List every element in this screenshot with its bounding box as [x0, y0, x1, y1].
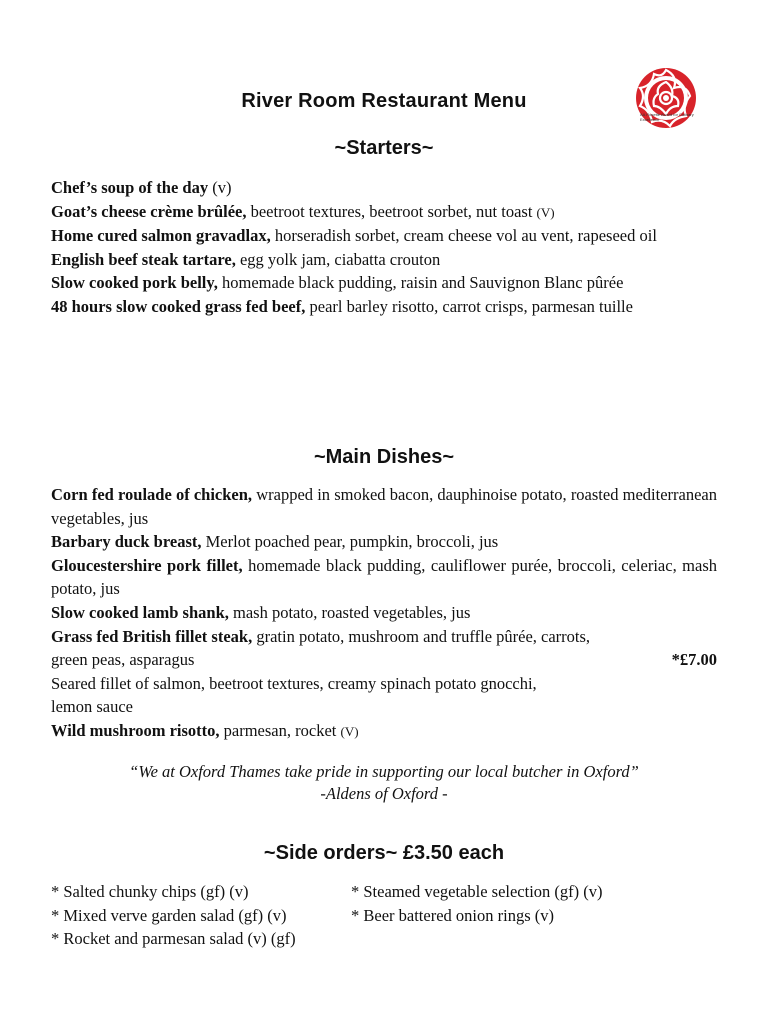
list-item	[51, 295, 717, 319]
dish-line	[51, 625, 717, 649]
list-item	[51, 200, 717, 225]
dish-line	[51, 672, 717, 696]
price-supplement: *£7.00	[671, 650, 717, 670]
side-row	[51, 904, 717, 928]
dish-name: Barbary duck breast,	[51, 532, 202, 552]
list-item	[51, 672, 717, 719]
dish-name: Slow cooked pork belly,	[51, 273, 218, 293]
side-item: * Rocket and parmesan salad (v) (gf)	[51, 929, 296, 948]
dish-description: beetroot textures, beetroot sorbet, nut toast	[246, 201, 537, 221]
dish-description: gratin potato, mushroom and truffle pûrée, carrots,	[252, 626, 591, 646]
side-item: * Salted chunky chips (gf) (v)	[51, 882, 249, 901]
quote-attribution: -Aldens of Oxford -	[320, 784, 448, 803]
dish-description: egg yolk jam, ciabatta crouton	[235, 249, 441, 269]
dish-description: lemon sauce	[51, 697, 134, 717]
list-item	[51, 483, 717, 530]
dish-line	[51, 695, 717, 719]
dish-description: beetroot textures, creamy spinach potato gnocchi,	[204, 673, 537, 693]
side-item: * Mixed verve garden salad (gf) (v)	[51, 905, 287, 925]
side-item: * Beer battered onion rings (v)	[351, 905, 554, 925]
list-item	[51, 176, 717, 200]
dish-name: 48 hours slow cooked grass fed beef,	[51, 296, 306, 316]
dish-name: Wild mushroom risotto,	[51, 720, 220, 740]
list-item	[51, 554, 717, 601]
dish-name: Seared fillet of salmon,	[51, 673, 205, 693]
dish-name: Corn fed roulade of chicken,	[51, 485, 253, 504]
side-item: * Steamed vegetable selection (gf) (v)	[351, 882, 603, 901]
list-item	[51, 601, 717, 625]
dish-name: Goat’s cheese crème brûlée,	[51, 201, 247, 221]
dish-description: Merlot poached pear, pumpkin, broccoli, jus	[201, 532, 499, 552]
dish-name: Home cured salmon gravadlax,	[51, 226, 271, 246]
quote-text: “We at Oxford Thames take pride in supporting our local butcher in Oxford”	[129, 762, 639, 781]
starters-list	[51, 176, 717, 319]
list-item	[51, 719, 717, 744]
dish-description: horseradish sorbet, cream cheese vol au vent, rapeseed oil	[270, 226, 657, 246]
dish-name: Gloucestershire pork fillet,	[51, 555, 243, 575]
logo-caption: AA Rosette Award for Culinary Excellence	[640, 112, 694, 122]
list-item	[51, 625, 717, 672]
side-row	[51, 880, 717, 904]
list-item	[51, 248, 717, 272]
dish-name: Grass fed British fillet steak,	[51, 626, 253, 646]
sides-heading: ~Side orders~ £3.50 each	[263, 842, 505, 864]
dish-name: English beef steak tartare,	[51, 249, 236, 269]
dish-description: green peas, asparagus	[51, 650, 195, 670]
dish-line	[51, 648, 717, 672]
dietary-tag: (V)	[340, 723, 359, 739]
dish-description: pearl barley risotto, carrot crisps, parmesan tuille	[305, 296, 633, 316]
list-item	[51, 530, 717, 554]
sides-list	[51, 880, 717, 951]
dish-description: parmesan, rocket	[219, 720, 341, 740]
starters-heading: ~Starters~	[334, 137, 434, 159]
butcher-quote	[0, 761, 768, 805]
dish-description: homemade black pudding, raisin and Sauvignon Blanc pûrée	[217, 273, 624, 293]
dish-name: Slow cooked lamb shank,	[51, 602, 229, 622]
list-item	[51, 224, 717, 248]
page-title: River Room Restaurant Menu	[241, 90, 527, 112]
mains-heading: ~Main Dishes~	[313, 446, 455, 468]
dish-description: (v)	[208, 178, 232, 197]
dish-description: mash potato, roasted vegetables, jus	[228, 602, 471, 622]
mains-list	[51, 483, 717, 744]
dietary-tag: (V)	[536, 204, 555, 220]
dish-name: Chef’s soup of the day	[51, 178, 209, 197]
list-item	[51, 271, 717, 295]
dish-description: homemade black pudding, cauliflower purée, broccoli, celeriac, mash potato, jus	[51, 555, 717, 599]
dish-description: wrapped in smoked bacon, dauphinoise potato, roasted mediterranean vegetables, jus	[51, 485, 717, 528]
side-row	[51, 927, 717, 951]
